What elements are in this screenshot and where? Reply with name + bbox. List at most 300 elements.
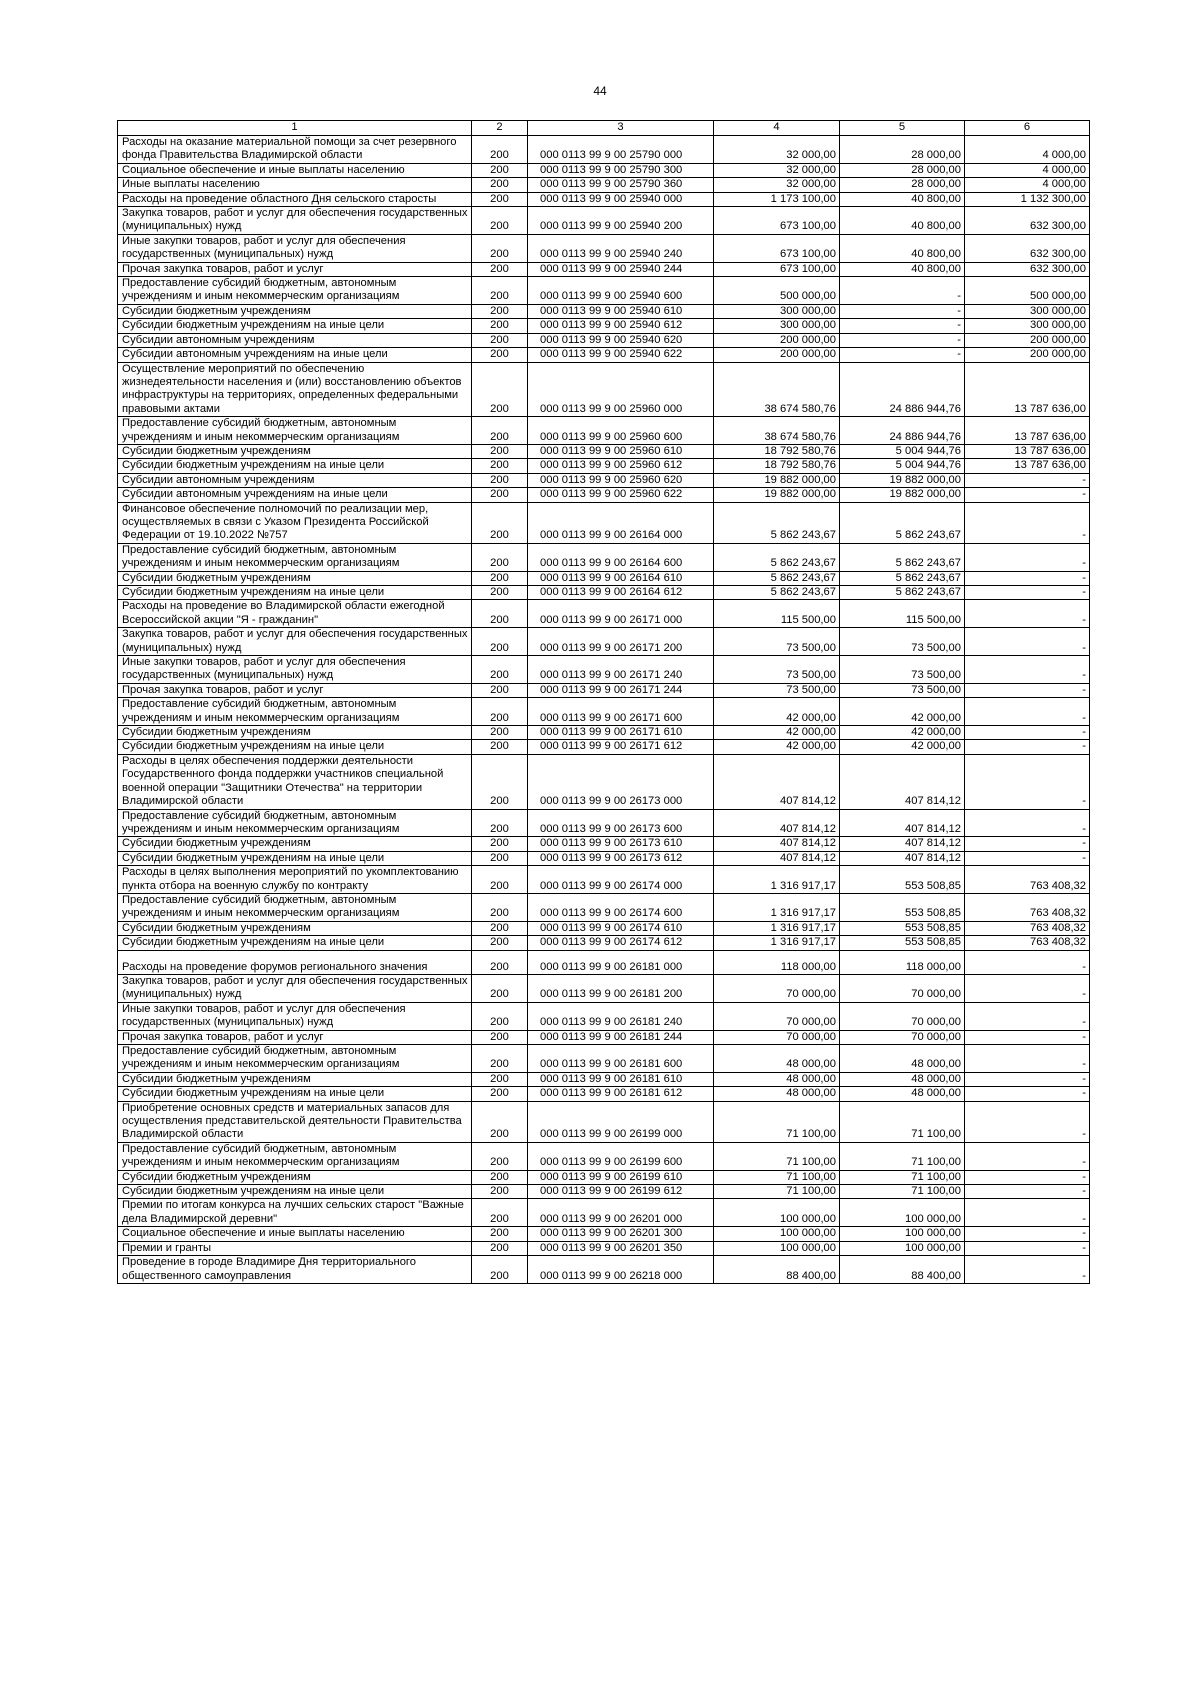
row-code-200: 200 <box>472 1241 528 1255</box>
row-value-col5: 24 886 944,76 <box>840 362 965 417</box>
table-row <box>118 600 1090 628</box>
row-name: Субсидии бюджетным учреждениям на иные цели <box>118 851 472 865</box>
row-budget-code: 000 0113 99 9 00 25960 612 <box>528 459 714 473</box>
row-code-200: 200 <box>472 586 528 600</box>
row-budget-code: 000 0113 99 9 00 26174 610 <box>528 921 714 935</box>
row-value-col5: 19 882 000,00 <box>840 473 965 487</box>
row-value-col6: - <box>965 698 1090 726</box>
table-row <box>118 333 1090 347</box>
row-value-col4: 5 862 243,67 <box>714 543 840 571</box>
row-value-col4: 73 500,00 <box>714 628 840 656</box>
table-row <box>118 488 1090 502</box>
row-value-col6: 200 000,00 <box>965 333 1090 347</box>
row-value-col6: 763 408,32 <box>965 893 1090 921</box>
table-row <box>118 974 1090 1002</box>
row-code-200: 200 <box>472 1227 528 1241</box>
table-row <box>118 136 1090 164</box>
row-value-col4: 1 316 917,17 <box>714 936 840 950</box>
row-name: Приобретение основных средств и материальных запасов для осуществления представительской деятельности Правительства Владимирской области <box>118 1101 472 1142</box>
table-row <box>118 1030 1090 1044</box>
row-name: Иные закупки товаров, работ и услуг для обеспечения государственных (муниципальных) нужд <box>118 234 472 262</box>
row-code-200: 200 <box>472 1030 528 1044</box>
row-value-col6: - <box>965 1087 1090 1101</box>
row-value-col6: - <box>965 1101 1090 1142</box>
row-value-col5: 42 000,00 <box>840 740 965 754</box>
row-name: Предоставление субсидий бюджетным, автономным учреждениям и иным некоммерческим организациям <box>118 417 472 445</box>
row-value-col4: 70 000,00 <box>714 974 840 1002</box>
row-name: Финансовое обеспечение полномочий по реализации мер, осуществляемых в связи с Указом Президента Российской Федерации от 19.10.2022 №757 <box>118 502 472 543</box>
row-code-200: 200 <box>472 740 528 754</box>
row-name: Закупка товаров, работ и услуг для обеспечения государственных (муниципальных) нужд <box>118 207 472 235</box>
row-value-col5: 40 800,00 <box>840 234 965 262</box>
row-code-200: 200 <box>472 1002 528 1030</box>
row-value-col5: 407 814,12 <box>840 754 965 809</box>
row-value-col6: - <box>965 950 1090 974</box>
row-value-col4: 673 100,00 <box>714 262 840 276</box>
row-value-col6: - <box>965 1030 1090 1044</box>
row-value-col6: - <box>965 502 1090 543</box>
row-code-200: 200 <box>472 304 528 318</box>
table-row <box>118 543 1090 571</box>
table-row <box>118 304 1090 318</box>
row-name: Премии и гранты <box>118 1241 472 1255</box>
row-code-200: 200 <box>472 974 528 1002</box>
table-row <box>118 473 1090 487</box>
row-code-200: 200 <box>472 683 528 697</box>
row-code-200: 200 <box>472 936 528 950</box>
row-value-col5: 24 886 944,76 <box>840 417 965 445</box>
table-row <box>118 1185 1090 1199</box>
row-value-col5: 5 004 944,76 <box>840 459 965 473</box>
row-budget-code: 000 0113 99 9 00 26171 610 <box>528 726 714 740</box>
row-value-col4: 407 814,12 <box>714 851 840 865</box>
row-code-200: 200 <box>472 754 528 809</box>
row-name: Субсидии бюджетным учреждениям <box>118 571 472 585</box>
row-code-200: 200 <box>472 417 528 445</box>
table-row <box>118 586 1090 600</box>
row-budget-code: 000 0113 99 9 00 26164 610 <box>528 571 714 585</box>
row-code-200: 200 <box>472 656 528 684</box>
row-name: Субсидии автономным учреждениям <box>118 473 472 487</box>
row-code-200: 200 <box>472 207 528 235</box>
row-code-200: 200 <box>472 726 528 740</box>
table-row <box>118 277 1090 305</box>
row-budget-code: 000 0113 99 9 00 26171 200 <box>528 628 714 656</box>
table-row <box>118 417 1090 445</box>
row-code-200: 200 <box>472 1256 528 1284</box>
row-code-200: 200 <box>472 348 528 362</box>
row-name: Субсидии автономным учреждениям <box>118 333 472 347</box>
table-row <box>118 837 1090 851</box>
row-budget-code: 000 0113 99 9 00 26173 610 <box>528 837 714 851</box>
row-value-col6: 632 300,00 <box>965 207 1090 235</box>
row-code-200: 200 <box>472 698 528 726</box>
row-budget-code: 000 0113 99 9 00 25960 600 <box>528 417 714 445</box>
row-code-200: 200 <box>472 1142 528 1170</box>
row-budget-code: 000 0113 99 9 00 26181 200 <box>528 974 714 1002</box>
row-budget-code: 000 0113 99 9 00 26164 000 <box>528 502 714 543</box>
column-header: 5 <box>840 121 965 136</box>
row-name: Предоставление субсидий бюджетным, автономным учреждениям и иным некоммерческим организациям <box>118 893 472 921</box>
row-name: Расходы на проведение форумов регионального значения <box>118 950 472 974</box>
row-value-col5: 40 800,00 <box>840 262 965 276</box>
table-row <box>118 893 1090 921</box>
row-value-col6: - <box>965 1045 1090 1073</box>
row-value-col6: - <box>965 488 1090 502</box>
table-row <box>118 207 1090 235</box>
row-name: Субсидии бюджетным учреждениям на иные цели <box>118 1087 472 1101</box>
row-value-col5: 553 508,85 <box>840 921 965 935</box>
row-budget-code: 000 0113 99 9 00 26171 240 <box>528 656 714 684</box>
row-budget-code: 000 0113 99 9 00 26174 000 <box>528 866 714 894</box>
row-value-col4: 32 000,00 <box>714 136 840 164</box>
row-name: Иные закупки товаров, работ и услуг для обеспечения государственных (муниципальных) нужд <box>118 656 472 684</box>
row-budget-code: 000 0113 99 9 00 25940 610 <box>528 304 714 318</box>
row-value-col5: - <box>840 348 965 362</box>
budget-table <box>117 120 1090 1284</box>
row-value-col4: 19 882 000,00 <box>714 488 840 502</box>
row-code-200: 200 <box>472 628 528 656</box>
row-value-col4: 32 000,00 <box>714 163 840 177</box>
row-value-col5: 5 862 243,67 <box>840 571 965 585</box>
row-budget-code: 000 0113 99 9 00 26171 000 <box>528 600 714 628</box>
table-row <box>118 444 1090 458</box>
row-budget-code: 000 0113 99 9 00 26171 612 <box>528 740 714 754</box>
row-value-col6: - <box>965 740 1090 754</box>
table-row <box>118 740 1090 754</box>
row-value-col5: 48 000,00 <box>840 1045 965 1073</box>
table-row <box>118 1241 1090 1255</box>
row-value-col5: 19 882 000,00 <box>840 488 965 502</box>
row-value-col5: 5 862 243,67 <box>840 543 965 571</box>
row-value-col4: 1 316 917,17 <box>714 866 840 894</box>
row-value-col6: 4 000,00 <box>965 178 1090 192</box>
row-code-200: 200 <box>472 921 528 935</box>
row-value-col6: 300 000,00 <box>965 304 1090 318</box>
row-value-col4: 200 000,00 <box>714 333 840 347</box>
row-value-col5: 40 800,00 <box>840 192 965 206</box>
row-value-col4: 48 000,00 <box>714 1072 840 1086</box>
row-name: Расходы в целях обеспечения поддержки деятельности Государственного фонда поддержки участников специальной военной операции "Защитники Отечества" на территории Владимирской области <box>118 754 472 809</box>
row-value-col5: 5 862 243,67 <box>840 502 965 543</box>
row-value-col6: - <box>965 628 1090 656</box>
column-header: 4 <box>714 121 840 136</box>
row-value-col4: 407 814,12 <box>714 809 840 837</box>
row-value-col5: 28 000,00 <box>840 163 965 177</box>
row-value-col6: 632 300,00 <box>965 262 1090 276</box>
row-code-200: 200 <box>472 1072 528 1086</box>
row-value-col6: 500 000,00 <box>965 277 1090 305</box>
row-name: Иные выплаты населению <box>118 178 472 192</box>
table-row <box>118 1045 1090 1073</box>
row-code-200: 200 <box>472 333 528 347</box>
table-body <box>118 136 1090 1284</box>
row-budget-code: 000 0113 99 9 00 26173 600 <box>528 809 714 837</box>
row-value-col4: 18 792 580,76 <box>714 444 840 458</box>
row-budget-code: 000 0113 99 9 00 25960 000 <box>528 362 714 417</box>
row-budget-code: 000 0113 99 9 00 26201 300 <box>528 1227 714 1241</box>
row-value-col6: 4 000,00 <box>965 136 1090 164</box>
row-value-col6: 763 408,32 <box>965 921 1090 935</box>
row-value-col6: - <box>965 600 1090 628</box>
row-value-col5: 71 100,00 <box>840 1170 965 1184</box>
row-name: Прочая закупка товаров, работ и услуг <box>118 683 472 697</box>
row-value-col6: 13 787 636,00 <box>965 362 1090 417</box>
row-name: Субсидии бюджетным учреждениям на иные цели <box>118 319 472 333</box>
row-value-col4: 100 000,00 <box>714 1241 840 1255</box>
table-row <box>118 502 1090 543</box>
row-budget-code: 000 0113 99 9 00 25790 360 <box>528 178 714 192</box>
row-code-200: 200 <box>472 851 528 865</box>
table-row <box>118 851 1090 865</box>
row-name: Расходы на проведение во Владимирской области ежегодной Всероссийской акции "Я - гражданин" <box>118 600 472 628</box>
row-code-200: 200 <box>472 1087 528 1101</box>
row-name: Субсидии бюджетным учреждениям на иные цели <box>118 1185 472 1199</box>
table-row <box>118 921 1090 935</box>
row-value-col5: 407 814,12 <box>840 809 965 837</box>
row-budget-code: 000 0113 99 9 00 25790 000 <box>528 136 714 164</box>
row-value-col4: 48 000,00 <box>714 1087 840 1101</box>
row-name: Предоставление субсидий бюджетным, автономным учреждениям и иным некоммерческим организациям <box>118 1045 472 1073</box>
row-value-col5: 73 500,00 <box>840 628 965 656</box>
row-code-200: 200 <box>472 502 528 543</box>
row-value-col4: 38 674 580,76 <box>714 362 840 417</box>
row-value-col6: 13 787 636,00 <box>965 444 1090 458</box>
row-value-col6: - <box>965 1072 1090 1086</box>
row-value-col5: 70 000,00 <box>840 974 965 1002</box>
row-budget-code: 000 0113 99 9 00 26218 000 <box>528 1256 714 1284</box>
row-name: Социальное обеспечение и иные выплаты населению <box>118 1227 472 1241</box>
row-value-col5: 115 500,00 <box>840 600 965 628</box>
row-budget-code: 000 0113 99 9 00 26199 610 <box>528 1170 714 1184</box>
row-value-col6: 4 000,00 <box>965 163 1090 177</box>
row-budget-code: 000 0113 99 9 00 26171 244 <box>528 683 714 697</box>
row-value-col4: 300 000,00 <box>714 319 840 333</box>
row-budget-code: 000 0113 99 9 00 25960 620 <box>528 473 714 487</box>
row-name: Проведение в городе Владимире Дня территориального общественного самоуправления <box>118 1256 472 1284</box>
table-row <box>118 1002 1090 1030</box>
row-budget-code: 000 0113 99 9 00 25940 622 <box>528 348 714 362</box>
row-value-col5: 70 000,00 <box>840 1030 965 1044</box>
row-code-200: 200 <box>472 809 528 837</box>
row-budget-code: 000 0113 99 9 00 26174 612 <box>528 936 714 950</box>
row-value-col4: 18 792 580,76 <box>714 459 840 473</box>
table-row <box>118 1142 1090 1170</box>
row-name: Субсидии бюджетным учреждениям <box>118 304 472 318</box>
table-row <box>118 192 1090 206</box>
row-name: Субсидии бюджетным учреждениям <box>118 1072 472 1086</box>
row-value-col5: 70 000,00 <box>840 1002 965 1030</box>
row-value-col4: 70 000,00 <box>714 1002 840 1030</box>
table-row <box>118 656 1090 684</box>
row-value-col5: 553 508,85 <box>840 936 965 950</box>
row-code-200: 200 <box>472 571 528 585</box>
row-name: Субсидии бюджетным учреждениям на иные цели <box>118 586 472 600</box>
row-value-col5: 553 508,85 <box>840 893 965 921</box>
row-code-200: 200 <box>472 163 528 177</box>
table-row <box>118 936 1090 950</box>
row-budget-code: 000 0113 99 9 00 26181 610 <box>528 1072 714 1086</box>
row-name: Предоставление субсидий бюджетным, автономным учреждениям и иным некоммерческим организациям <box>118 1142 472 1170</box>
table-row <box>118 319 1090 333</box>
table-row <box>118 1170 1090 1184</box>
row-name: Субсидии бюджетным учреждениям <box>118 921 472 935</box>
row-value-col4: 71 100,00 <box>714 1142 840 1170</box>
table-row <box>118 459 1090 473</box>
row-value-col5: 100 000,00 <box>840 1199 965 1227</box>
row-name: Субсидии бюджетным учреждениям на иные цели <box>118 936 472 950</box>
row-value-col4: 71 100,00 <box>714 1170 840 1184</box>
row-value-col4: 500 000,00 <box>714 277 840 305</box>
table-row <box>118 1256 1090 1284</box>
row-value-col4: 42 000,00 <box>714 740 840 754</box>
row-value-col5: 73 500,00 <box>840 683 965 697</box>
row-code-200: 200 <box>472 262 528 276</box>
row-value-col5: 28 000,00 <box>840 136 965 164</box>
row-value-col5: 48 000,00 <box>840 1072 965 1086</box>
row-code-200: 200 <box>472 136 528 164</box>
table-row <box>118 178 1090 192</box>
row-value-col4: 73 500,00 <box>714 683 840 697</box>
table-row <box>118 262 1090 276</box>
row-code-200: 200 <box>472 473 528 487</box>
row-name: Расходы на оказание материальной помощи за счет резервного фонда Правительства Владимирской области <box>118 136 472 164</box>
row-value-col5: 40 800,00 <box>840 207 965 235</box>
row-name: Субсидии бюджетным учреждениям <box>118 837 472 851</box>
row-code-200: 200 <box>472 488 528 502</box>
row-name: Субсидии бюджетным учреждениям <box>118 726 472 740</box>
row-code-200: 200 <box>472 866 528 894</box>
table-row <box>118 1227 1090 1241</box>
row-budget-code: 000 0113 99 9 00 25940 620 <box>528 333 714 347</box>
row-value-col4: 5 862 243,67 <box>714 502 840 543</box>
row-value-col6: 300 000,00 <box>965 319 1090 333</box>
row-name: Субсидии автономным учреждениям на иные цели <box>118 348 472 362</box>
header-row <box>118 121 1090 136</box>
row-value-col6: - <box>965 1256 1090 1284</box>
row-budget-code: 000 0113 99 9 00 26181 244 <box>528 1030 714 1044</box>
row-value-col5: 73 500,00 <box>840 656 965 684</box>
row-budget-code: 000 0113 99 9 00 26173 000 <box>528 754 714 809</box>
row-value-col5: 48 000,00 <box>840 1087 965 1101</box>
row-budget-code: 000 0113 99 9 00 25790 300 <box>528 163 714 177</box>
row-value-col4: 1 173 100,00 <box>714 192 840 206</box>
row-value-col5: 28 000,00 <box>840 178 965 192</box>
row-name: Предоставление субсидий бюджетным, автономным учреждениям и иным некоммерческим организациям <box>118 543 472 571</box>
table-row <box>118 683 1090 697</box>
row-value-col5: 100 000,00 <box>840 1241 965 1255</box>
row-value-col4: 42 000,00 <box>714 726 840 740</box>
row-value-col5: 42 000,00 <box>840 698 965 726</box>
row-value-col6: - <box>965 754 1090 809</box>
row-value-col6: - <box>965 543 1090 571</box>
row-budget-code: 000 0113 99 9 00 26181 240 <box>528 1002 714 1030</box>
row-value-col4: 42 000,00 <box>714 698 840 726</box>
row-name: Предоставление субсидий бюджетным, автономным учреждениям и иным некоммерческим организациям <box>118 277 472 305</box>
row-value-col4: 1 316 917,17 <box>714 921 840 935</box>
row-value-col5: 71 100,00 <box>840 1101 965 1142</box>
row-code-200: 200 <box>472 234 528 262</box>
row-budget-code: 000 0113 99 9 00 26164 612 <box>528 586 714 600</box>
row-name: Субсидии бюджетным учреждениям <box>118 444 472 458</box>
column-header: 2 <box>472 121 528 136</box>
row-value-col5: 5 004 944,76 <box>840 444 965 458</box>
row-value-col5: 118 000,00 <box>840 950 965 974</box>
row-name: Прочая закупка товаров, работ и услуг <box>118 1030 472 1044</box>
row-value-col6: - <box>965 1185 1090 1199</box>
table-row <box>118 571 1090 585</box>
row-value-col4: 88 400,00 <box>714 1256 840 1284</box>
row-value-col4: 100 000,00 <box>714 1227 840 1241</box>
row-value-col6: - <box>965 1199 1090 1227</box>
row-value-col5: 42 000,00 <box>840 726 965 740</box>
row-code-200: 200 <box>472 1199 528 1227</box>
row-value-col5: 5 862 243,67 <box>840 586 965 600</box>
row-value-col4: 71 100,00 <box>714 1185 840 1199</box>
row-value-col4: 100 000,00 <box>714 1199 840 1227</box>
row-value-col6: 1 132 300,00 <box>965 192 1090 206</box>
table-row <box>118 698 1090 726</box>
row-budget-code: 000 0113 99 9 00 26173 612 <box>528 851 714 865</box>
row-code-200: 200 <box>472 1170 528 1184</box>
row-code-200: 200 <box>472 1045 528 1073</box>
row-value-col6: - <box>965 809 1090 837</box>
row-value-col4: 200 000,00 <box>714 348 840 362</box>
row-budget-code: 000 0113 99 9 00 25940 200 <box>528 207 714 235</box>
row-value-col6: 13 787 636,00 <box>965 459 1090 473</box>
row-value-col6: - <box>965 1002 1090 1030</box>
row-code-200: 200 <box>472 459 528 473</box>
row-value-col5: 71 100,00 <box>840 1142 965 1170</box>
table-row <box>118 1101 1090 1142</box>
table-row <box>118 726 1090 740</box>
row-code-200: 200 <box>472 362 528 417</box>
row-budget-code: 000 0113 99 9 00 26199 600 <box>528 1142 714 1170</box>
row-code-200: 200 <box>472 950 528 974</box>
row-value-col4: 673 100,00 <box>714 207 840 235</box>
table-row <box>118 950 1090 974</box>
row-name: Прочая закупка товаров, работ и услуг <box>118 262 472 276</box>
row-name: Расходы в целях выполнения мероприятий по укомплектованию пункта отбора на военную службу по контракту <box>118 866 472 894</box>
table-row <box>118 362 1090 417</box>
row-value-col6: - <box>965 1227 1090 1241</box>
row-value-col4: 1 316 917,17 <box>714 893 840 921</box>
row-value-col4: 300 000,00 <box>714 304 840 318</box>
row-code-200: 200 <box>472 543 528 571</box>
row-value-col4: 32 000,00 <box>714 178 840 192</box>
page-number: 44 <box>593 84 607 98</box>
row-value-col4: 48 000,00 <box>714 1045 840 1073</box>
row-value-col6: - <box>965 837 1090 851</box>
row-value-col5: 71 100,00 <box>840 1185 965 1199</box>
row-value-col4: 38 674 580,76 <box>714 417 840 445</box>
column-header: 3 <box>528 121 714 136</box>
row-code-200: 200 <box>472 837 528 851</box>
row-budget-code: 000 0113 99 9 00 26201 350 <box>528 1241 714 1255</box>
table-row <box>118 1199 1090 1227</box>
row-value-col6: - <box>965 726 1090 740</box>
row-value-col6: - <box>965 683 1090 697</box>
table-row <box>118 754 1090 809</box>
row-budget-code: 000 0113 99 9 00 25960 622 <box>528 488 714 502</box>
row-value-col6: - <box>965 1142 1090 1170</box>
row-budget-code: 000 0113 99 9 00 26181 600 <box>528 1045 714 1073</box>
column-header: 1 <box>118 121 472 136</box>
row-value-col4: 5 862 243,67 <box>714 571 840 585</box>
row-budget-code: 000 0113 99 9 00 25940 600 <box>528 277 714 305</box>
row-code-200: 200 <box>472 1185 528 1199</box>
row-value-col5: - <box>840 319 965 333</box>
